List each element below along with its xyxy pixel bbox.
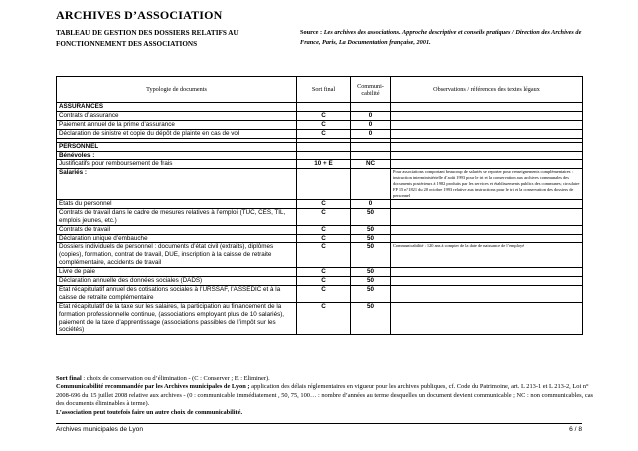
legend-sort-text: : choix de conservation ou d’élimination - (C : Conserver ; E : Eliminer). bbox=[81, 375, 270, 382]
footer-rule bbox=[56, 423, 582, 424]
communicabilite-cell: 50 bbox=[351, 302, 391, 335]
table-row bbox=[57, 234, 583, 243]
observations-cell bbox=[391, 160, 583, 169]
observations-cell bbox=[391, 151, 583, 160]
communicabilite-cell bbox=[351, 151, 391, 160]
page-footer bbox=[56, 426, 582, 433]
observations-cell bbox=[391, 285, 583, 302]
retention-table bbox=[56, 76, 583, 335]
communicabilite-cell: 0 bbox=[351, 111, 391, 120]
table-section-row bbox=[57, 142, 583, 151]
table-row bbox=[57, 129, 583, 138]
observations-cell bbox=[391, 111, 583, 120]
document-type-cell: ASSURANCES bbox=[57, 103, 297, 112]
sort-final-cell: C bbox=[297, 129, 351, 138]
document-type-cell: Déclaration unique d’embauche bbox=[57, 234, 297, 243]
document-type-cell: Justificatifs pour remboursement de frais bbox=[57, 160, 297, 169]
table-row bbox=[57, 302, 583, 335]
sort-final-cell bbox=[297, 103, 351, 112]
table-section-row bbox=[57, 151, 583, 160]
document-type-cell: Etat récapitulatif annuel des cotisations sociales à l’URSSAF, l’ASSEDIC et à la caisse de retraite complémentaire bbox=[57, 285, 297, 302]
sort-final-cell bbox=[297, 142, 351, 151]
document-title: ARCHIVES D’ASSOCIATION bbox=[56, 8, 223, 22]
source-reference bbox=[300, 28, 600, 48]
sort-final-cell: C bbox=[297, 243, 351, 268]
document-type-cell: Livre de paie bbox=[57, 268, 297, 277]
document-type-cell: Déclaration de sinistre et copie du dépôt de plainte en cas de vol bbox=[57, 129, 297, 138]
communicabilite-cell: 50 bbox=[351, 243, 391, 268]
sort-final-cell: C bbox=[297, 285, 351, 302]
document-type-cell: Contrats de travail dans le cadre de mesures relatives à l’emploi (TUC, CES, TIL, emplois jeunes, etc.) bbox=[57, 208, 297, 225]
col-header-observations: Observations / références des textes légaux bbox=[391, 77, 583, 103]
table-section-row bbox=[57, 169, 583, 200]
legend-sort-label: Sort final bbox=[56, 375, 82, 382]
source-label: Source : bbox=[300, 29, 323, 36]
observations-cell: Communicabilité : 120 ans à compter de la date de naissance de l’employé bbox=[391, 243, 583, 268]
communicabilite-cell: 50 bbox=[351, 208, 391, 225]
communicabilite-cell: 0 bbox=[351, 120, 391, 129]
document-type-cell: PERSONNEL bbox=[57, 142, 297, 151]
document-subtitle: TABLEAU DE GESTION DES DOSSIERS RELATIFS AU FONCTIONNEMENT DES ASSOCIATIONS bbox=[56, 29, 239, 48]
communicabilite-cell: 50 bbox=[351, 277, 391, 286]
table-body bbox=[57, 103, 583, 335]
page-number: 6 / 8 bbox=[569, 426, 582, 433]
sort-final-cell: C bbox=[297, 234, 351, 243]
document-type-cell: Etat récapitulatif de la taxe sur les salaires, la participation au financement de la formation professionnelle continue, (associations employant plus de 10 salariés), paiement de la taxe d’apprentissage (associations passibles de l’impôt sur les sociétés) bbox=[57, 302, 297, 335]
sort-final-cell bbox=[297, 169, 351, 200]
table-row bbox=[57, 199, 583, 208]
table-row bbox=[57, 277, 583, 286]
observations-cell bbox=[391, 142, 583, 151]
observations-cell bbox=[391, 129, 583, 138]
document-type-cell: Contrats de travail bbox=[57, 225, 297, 234]
table-row bbox=[57, 120, 583, 129]
document-type-cell: Bénévoles : bbox=[57, 151, 297, 160]
source-text: Les archives des associations. Approche descriptive et conseils pratiques / Direction des Archives de France, Paris, La Documentation française, 2001. bbox=[300, 29, 582, 46]
document-type-cell: Contrats d’assurance bbox=[57, 111, 297, 120]
communicabilite-cell: 0 bbox=[351, 129, 391, 138]
observations-cell bbox=[391, 120, 583, 129]
footer-organization: Archives municipales de Lyon bbox=[56, 426, 143, 433]
legend bbox=[56, 375, 596, 417]
document-type-cell: Dossiers individuels de personnel : documents d’état civil (extraits), diplômes (copies), formation, contrat de travail, DUE, inscription à la caisse de retraite complémentaire, accidents de travail bbox=[57, 243, 297, 268]
observations-cell bbox=[391, 208, 583, 225]
sort-final-cell bbox=[297, 151, 351, 160]
communicabilite-cell: 50 bbox=[351, 285, 391, 302]
table-row bbox=[57, 243, 583, 268]
observations-cell bbox=[391, 277, 583, 286]
table-row bbox=[57, 111, 583, 120]
communicabilite-cell: 50 bbox=[351, 268, 391, 277]
communicabilite-cell bbox=[351, 103, 391, 112]
observations-cell: Pour associations comportant beaucoup de salariés se reporter pour renseignements complémentaires : instruction interministérielle d’août 1993 pour le tri et la conservation aux archives communales des documents postérieurs à 1982 produits par les services et établissements publics des communes; circulaire FP 15 n°1821 du 20 octobre 1993 relative aux instructions pour le tri et la conservation des dossiers de personnel bbox=[391, 169, 583, 200]
table-row bbox=[57, 285, 583, 302]
legend-comm-label: Communicabilité recommandée par les Archives municipales de Lyon ; bbox=[56, 383, 250, 391]
table-row bbox=[57, 208, 583, 225]
sort-final-cell: C bbox=[297, 225, 351, 234]
sort-final-cell: C bbox=[297, 120, 351, 129]
legend-final-note: L’association peut toutefois faire un autre choix de communicabilité. bbox=[56, 408, 243, 416]
col-header-sort-final: Sort final bbox=[297, 77, 351, 103]
sort-final-cell: C bbox=[297, 208, 351, 225]
sort-final-cell: C bbox=[297, 268, 351, 277]
document-type-cell: Paiement annuel de la prime d’assurance bbox=[57, 120, 297, 129]
observations-cell bbox=[391, 103, 583, 112]
table-row bbox=[57, 268, 583, 277]
communicabilite-cell: NC bbox=[351, 160, 391, 169]
communicabilite-cell: 50 bbox=[351, 225, 391, 234]
observations-cell bbox=[391, 225, 583, 234]
document-type-cell: Etats du personnel bbox=[57, 199, 297, 208]
table-row bbox=[57, 225, 583, 234]
observations-cell bbox=[391, 199, 583, 208]
communicabilite-cell bbox=[351, 169, 391, 200]
observations-cell bbox=[391, 302, 583, 335]
col-header-communicabilite: Communi-cabilité bbox=[351, 77, 391, 103]
sort-final-cell: 10 + E bbox=[297, 160, 351, 169]
communicabilite-cell: 50 bbox=[351, 234, 391, 243]
table-header-row bbox=[57, 77, 583, 103]
sort-final-cell: C bbox=[297, 277, 351, 286]
document-type-cell: Déclaration annuelle des données sociales (DADS) bbox=[57, 277, 297, 286]
table-row bbox=[57, 160, 583, 169]
document-type-cell: Salariés : bbox=[57, 169, 297, 200]
communicabilite-cell bbox=[351, 142, 391, 151]
communicabilite-cell: 0 bbox=[351, 199, 391, 208]
sort-final-cell: C bbox=[297, 111, 351, 120]
sort-final-cell: C bbox=[297, 199, 351, 208]
col-header-typologie: Typologie de documents bbox=[57, 77, 297, 103]
observations-cell bbox=[391, 234, 583, 243]
table-section-row bbox=[57, 103, 583, 112]
observations-cell bbox=[391, 268, 583, 277]
sort-final-cell: C bbox=[297, 302, 351, 335]
legend-comm-text: application des délais réglementaires en vigueur pour les archives publiques, cf. Code du Patrimoine, art. L 213-1 et L 213-2, Loi n° 2008-696 du 15 juillet 2008 relative aux archives - (0 : communicable immédiatement , 50, 75, 100… : nombre d’années au terme desquelles un document devient communicable ; NC : non communicables, cas des documents éliminables à terme). bbox=[56, 383, 594, 408]
